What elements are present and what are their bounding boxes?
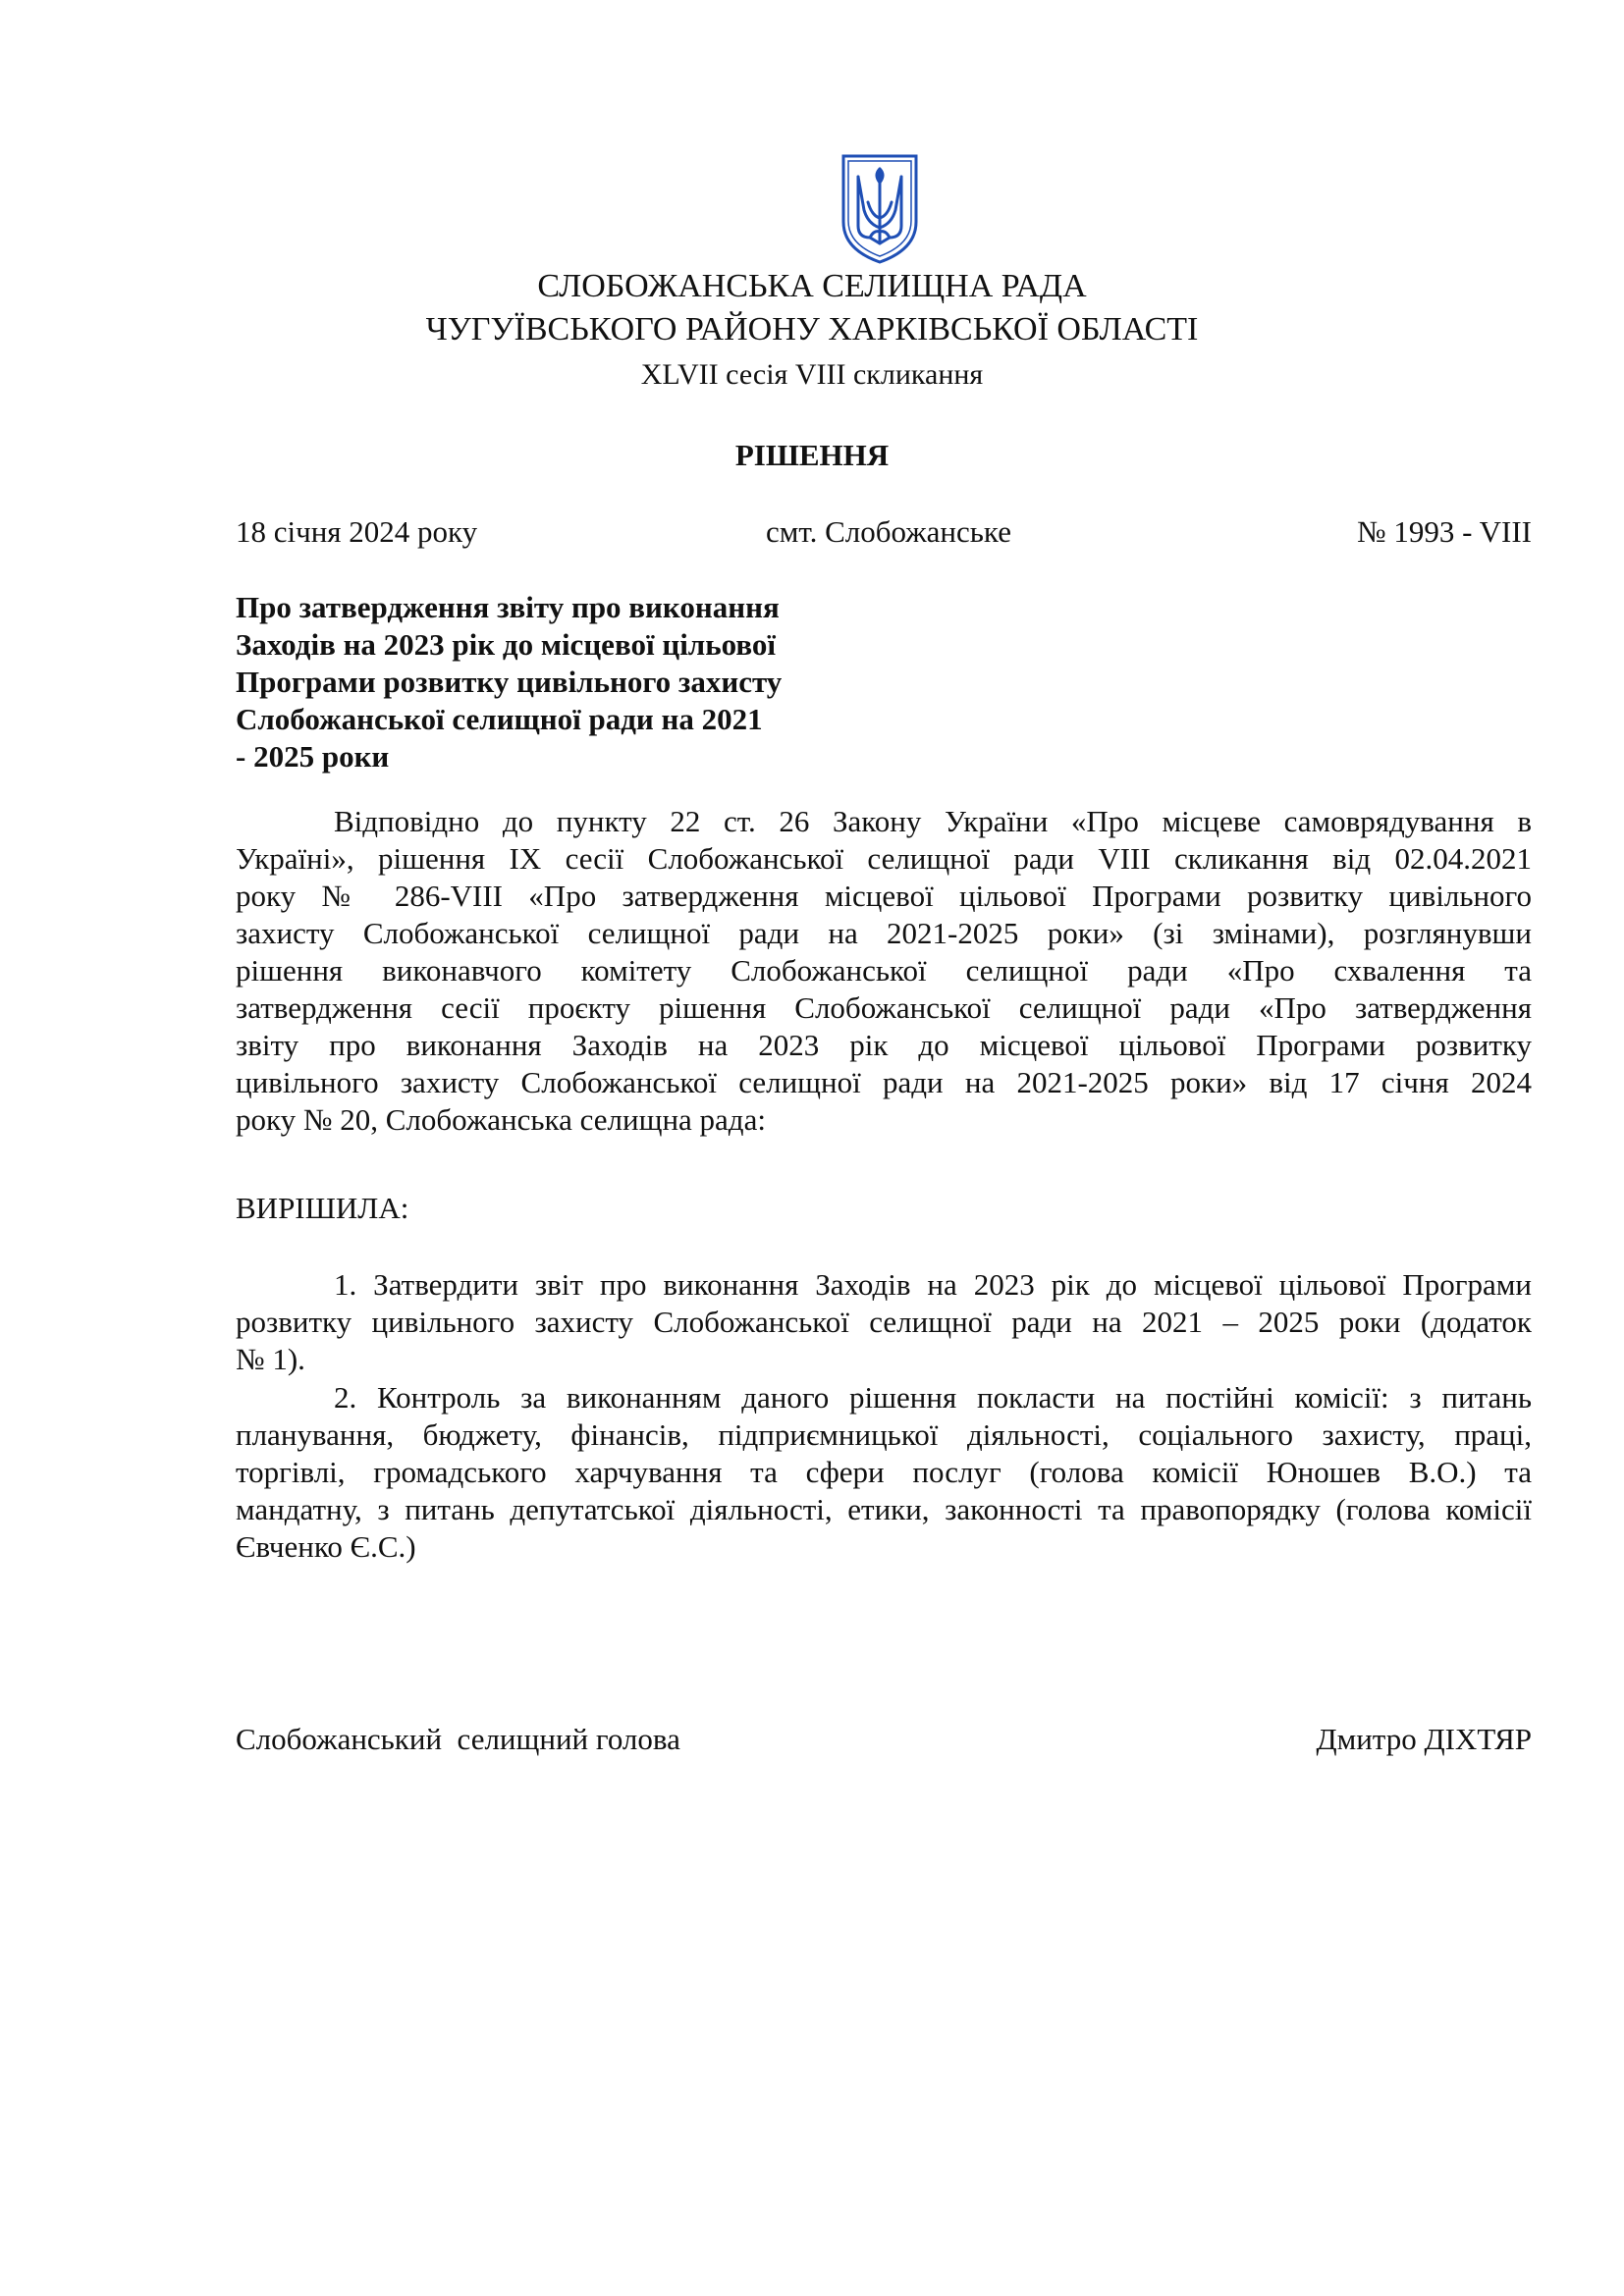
subject-line: Слобожанської селищної ради на 2021 <box>236 702 763 736</box>
decision-subject <box>236 589 844 775</box>
resolved-label-block <box>236 1190 1532 1227</box>
document-place: смт. Слобожанське <box>766 514 1011 549</box>
paragraph-line: затвердження сесії проєкту рішення Слобожанської селищної ради «Про затвердження <box>236 990 1532 1025</box>
session-line: XLVII сесія VIII скликання <box>640 358 984 391</box>
paragraph-line: 2. Контроль за виконанням даного рішення покласти на постійні комісії: з питань <box>334 1380 1532 1415</box>
paragraph-line: звіту про виконання Заходів на 2023 рік до місцевої цільової Програми розвитку <box>236 1028 1532 1062</box>
paragraph-line: мандатну, з питань депутатської діяльності, етики, законності та правопорядку (голова комісії <box>236 1492 1532 1526</box>
subject-line: - 2025 роки <box>236 739 390 774</box>
district-region: ЧУГУЇВСЬКОГО РАЙОНУ ХАРКІВСЬКОЇ ОБЛАСТІ <box>425 311 1199 347</box>
paragraph-line: Україні», рішення ІХ сесії Слобожанської селищної ради VIII скликання від 02.04.2021 <box>236 841 1532 876</box>
legal-basis-paragraph <box>236 803 1532 1139</box>
paragraph-line: року № 20, Слобожанська селищна рада: <box>236 1102 766 1137</box>
subject-line: Програми розвитку цивільного захисту <box>236 665 783 699</box>
paragraph-line: торгівлі, громадського харчування та сфери послуг (голова комісії Юношев В.О.) та <box>236 1455 1532 1489</box>
resolved-label: ВИРІШИЛА: <box>236 1191 409 1225</box>
council-name: СЛОБОЖАНСЬКА СЕЛИЩНА РАДА <box>537 268 1087 304</box>
paragraph-line: рішення виконавчого комітету Слобожанської селищної ради «Про схвалення та <box>236 953 1532 988</box>
paragraph-line: розвитку цивільного захисту Слобожанської селищної ради на 2021 – 2025 роки (додаток <box>236 1305 1532 1339</box>
paragraph-line: Євченко Є.С.) <box>236 1529 416 1564</box>
paragraph-line: року № 286-VIII «Про затвердження місцевої цільової Програми розвитку цивільного <box>236 879 1532 913</box>
subject-line: Заходів на 2023 рік до місцевої цільової <box>236 627 776 662</box>
paragraph-line: № 1). <box>236 1342 305 1376</box>
paragraph-line: 1. Затвердити звіт про виконання Заходів на 2023 рік до місцевої цільової Програми <box>334 1267 1532 1302</box>
resolution-item-2 <box>236 1379 1532 1566</box>
paragraph-line: захисту Слобожанської селищної ради на 2021-2025 роки» (зі змінами), розглянувши <box>236 916 1532 950</box>
paragraph-line: планування, бюджету, фінансів, підприємницької діяльності, соціального захисту, праці, <box>236 1417 1532 1452</box>
resolution-item-1 <box>236 1266 1532 1378</box>
subject-line: Про затвердження звіту про виконання <box>236 590 780 624</box>
trident-coat-of-arms-icon <box>840 153 919 265</box>
paragraph-line: Відповідно до пункту 22 ст. 26 Закону України «Про місцеве самоврядування в <box>334 804 1532 838</box>
document-date: 18 січня 2024 року <box>236 514 478 549</box>
document-number: № 1993 - VIII <box>1357 514 1532 549</box>
signatory-name: Дмитро ДІХТЯР <box>1316 1722 1532 1756</box>
document-title: РІШЕННЯ <box>734 438 890 472</box>
paragraph-line: цивільного захисту Слобожанської селищної ради на 2021-2025 роки» від 17 січня 2024 <box>236 1065 1532 1099</box>
signatory-title: Слобожанський селищний голова <box>236 1722 680 1756</box>
